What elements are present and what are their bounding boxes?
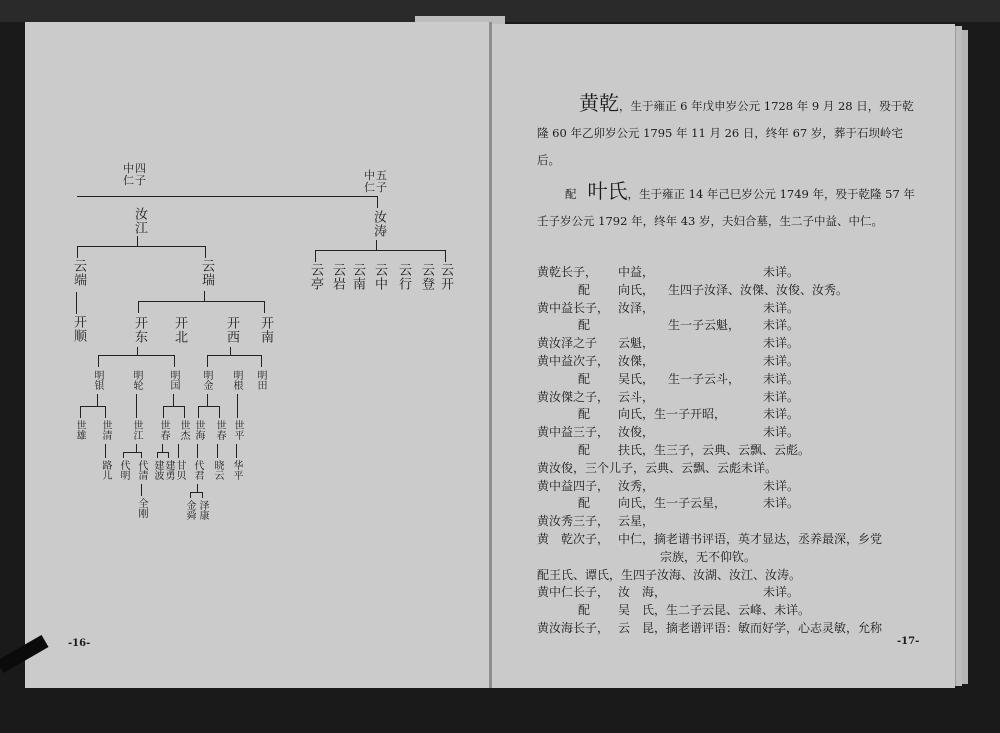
tree-line — [315, 250, 316, 262]
tree-line — [162, 444, 163, 452]
record-cell: 生一子云斗， — [668, 371, 741, 386]
tree-line — [137, 347, 138, 355]
record-cell: 生四子汝泽、汝傑、汝俊、汝秀。 — [668, 282, 849, 297]
node-jian-yong: 建勇 — [163, 460, 174, 480]
record-cell: 黄汝傑之子， — [537, 389, 610, 404]
record-cell: 未详。 — [763, 354, 800, 368]
record-cell: 未详。 — [763, 318, 800, 333]
record-cell: 配 — [578, 371, 591, 386]
page-stack-edge — [955, 26, 962, 686]
tree-line — [376, 240, 377, 250]
record-cell: 扶氏，生三子，云典、云飘、云彪。 — [618, 443, 811, 457]
node-yun-xing: 云行 — [396, 263, 411, 291]
node-kai-shun: 开顺 — [71, 315, 86, 343]
page-stack-edge — [961, 30, 968, 684]
record-cell: 黄乾长子， — [537, 265, 598, 279]
person-name: 黄乾 — [579, 91, 619, 115]
tree-line — [163, 406, 164, 418]
tree-line — [198, 406, 219, 407]
tree-line — [141, 452, 142, 458]
record-cell: 未详。 — [763, 478, 800, 493]
node-kai-xi: 开西 — [224, 316, 239, 344]
record-cell: 黄中益长子， — [537, 300, 610, 315]
tree-line — [138, 301, 139, 313]
record-cell: 向氏， — [618, 282, 655, 297]
paragraph-text: ，生于雍正 6 年戊申岁公元 1728 年 9 月 28 日，殁于乾隆 60 年乙卯岁公元 1795 年 11 月 26 日，终年 67 岁，葬于石坝岭宅后。 — [537, 99, 914, 167]
tree-line — [219, 406, 220, 418]
tree-line — [105, 444, 106, 458]
record-cell: 未详。 — [763, 371, 800, 386]
record-cell: 配 — [578, 443, 591, 457]
tree-line — [97, 394, 98, 406]
node-ming-guo: 明国 — [168, 370, 179, 390]
record-cell: 汝泽， — [618, 300, 655, 315]
node-ming-gen: 明根 — [231, 370, 242, 390]
tree-line — [137, 236, 138, 246]
record-cell: 云 昆，摘老谱评语：敏而好学，心志灵敏，允称 — [618, 621, 883, 635]
node-shi-qing: 世清 — [100, 420, 111, 440]
node-jian-bo: 建波 — [152, 460, 163, 480]
tree-line — [76, 292, 77, 314]
record-cell: 未详。 — [763, 336, 800, 351]
tree-line — [207, 355, 261, 356]
node-ming-yin: 明银 — [92, 370, 103, 390]
tree-line — [98, 355, 99, 367]
tree-line — [138, 301, 264, 302]
tree-line — [190, 492, 202, 493]
node-shi-jiang: 世江 — [131, 420, 142, 440]
tree-line — [197, 444, 198, 458]
tree-line — [141, 484, 142, 496]
node-ming-jin: 明金 — [201, 370, 212, 390]
record-cell: 配 — [578, 603, 591, 618]
record-cell: 未详。 — [763, 407, 800, 422]
node-yun-yan: 云岩 — [330, 263, 345, 291]
tree-line — [190, 492, 191, 498]
record-cell: 云星， — [618, 514, 655, 529]
tree-line — [77, 246, 78, 258]
tree-line — [136, 394, 137, 418]
record-cell: 配 — [578, 318, 591, 333]
tree-line — [98, 355, 174, 356]
tree-line — [80, 406, 105, 407]
record-cell: 中益， — [618, 265, 655, 279]
node-yun-zhong: 云中 — [372, 263, 387, 291]
record-cell: 黄中益三子， — [537, 425, 610, 440]
node-quan-gang: 全刚 — [136, 498, 147, 518]
node-kai-bei: 开北 — [172, 316, 187, 344]
record-cell: 黄汝俊，三个儿子，云典、云飘、云彪未详。 — [537, 460, 778, 475]
tree-line — [261, 355, 262, 367]
node-yun-ting: 云亭 — [308, 263, 323, 291]
tree-line — [217, 444, 218, 458]
record-cell: 未详。 — [763, 425, 800, 440]
record-cell: 中仁，摘老谱书评语，英才显达，丞养最深，乡党 — [618, 532, 883, 546]
tree-line — [77, 246, 205, 247]
record-cell: 生一子云魁， — [668, 318, 741, 333]
record-cell: 吴氏， — [618, 371, 655, 386]
record-cell: 向氏，生一子开昭， — [618, 407, 727, 422]
record-cell: 未详。 — [763, 585, 800, 600]
record-cell: 汝 海， — [618, 585, 667, 600]
node-kai-dong: 开东 — [132, 316, 147, 344]
record-cell: 黄中益四子， — [537, 478, 610, 493]
tree-line — [80, 406, 81, 418]
node-yun-duan: 云端 — [71, 259, 86, 287]
node-ze-kang: 泽康 — [197, 500, 208, 520]
node-gan-bei: 甘贝 — [174, 460, 185, 480]
record-cell: 黄 乾次子， — [537, 532, 610, 546]
gen-label-right: 中五仁子 — [364, 169, 388, 194]
node-hua-ping: 华平 — [231, 460, 242, 480]
tree-line — [264, 301, 265, 313]
node-lu-er: 路儿 — [100, 460, 111, 480]
tree-line — [207, 355, 208, 367]
tree-line — [157, 452, 158, 458]
node-shi-chun-2: 世春 — [214, 420, 225, 440]
record-cell: 黄汝海长子， — [537, 621, 610, 635]
record-cell: 云斗， — [618, 389, 655, 404]
node-ru-tao: 汝涛 — [371, 210, 386, 238]
tree-line — [315, 250, 445, 251]
tree-line — [173, 394, 174, 406]
tree-line — [174, 355, 175, 367]
record-cell: 黄汝泽之子 — [537, 336, 598, 351]
tree-line — [197, 484, 198, 492]
tree-line — [445, 250, 446, 262]
record-cell: 配 — [578, 496, 591, 511]
person-name: 叶氏 — [587, 179, 628, 203]
node-shi-ping: 世平 — [232, 420, 243, 440]
record-cell: 汝秀， — [618, 478, 655, 493]
node-ru-jiang: 汝江 — [132, 207, 147, 235]
tree-line — [202, 492, 203, 498]
spouse-prefix: 配 — [565, 187, 577, 201]
node-shi-hai: 世海 — [193, 420, 204, 440]
record-cell: 配 — [578, 282, 591, 297]
tree-line — [105, 406, 106, 418]
tree-line — [77, 196, 377, 197]
record-cell: 汝傑， — [618, 354, 655, 368]
record-cell: 汝俊， — [618, 425, 655, 440]
node-dai-qing: 代清 — [136, 460, 147, 480]
tree-line — [230, 347, 231, 355]
record-cell: 配王氏、谭氏，生四子汝海、汝湖、汝江、汝涛。 — [537, 567, 802, 582]
tree-line — [204, 291, 205, 301]
node-shi-jie: 世杰 — [178, 420, 189, 440]
record-cell: 云魁， — [618, 336, 655, 351]
node-dai-ming: 代明 — [118, 460, 129, 480]
page-number-left: -16- — [68, 638, 91, 649]
gen-label-left: 中四仁子 — [123, 162, 147, 187]
node-jin-shun: 金舜 — [184, 500, 195, 520]
node-yun-kai: 云开 — [438, 263, 453, 291]
node-yun-rui: 云瑞 — [199, 259, 214, 287]
node-ming-tian: 明田 — [255, 370, 266, 390]
node-yun-nan: 云南 — [350, 263, 365, 291]
record-cell: 未详。 — [763, 389, 800, 404]
record-cell: 配 — [578, 407, 591, 422]
record-cell: 吴 氏，生二子云昆、云峰、未详。 — [618, 603, 811, 618]
record-cell: 黄中益次子， — [537, 354, 610, 368]
tree-line — [168, 452, 169, 458]
tree-line — [178, 444, 179, 458]
node-shi-chun: 世春 — [158, 420, 169, 440]
tree-line — [123, 452, 141, 453]
tree-line — [123, 452, 124, 458]
tree-line — [157, 452, 168, 453]
tree-line — [163, 406, 184, 407]
tree-line — [198, 406, 199, 418]
record-cell: 未详。 — [763, 496, 800, 511]
tree-line — [136, 444, 137, 452]
page-number-right: -17- — [897, 636, 920, 647]
record-cell: 未详。 — [763, 300, 800, 315]
record-cell: 未详。 — [763, 265, 800, 279]
paragraph-huang-qian — [537, 90, 917, 174]
node-ming-lun: 明轮 — [131, 370, 142, 390]
record-cell: 向氏，生一子云星， — [618, 496, 727, 511]
tree-line — [377, 196, 378, 208]
paragraph-ye-shi — [537, 178, 917, 235]
record-cell: 黄汝秀三子， — [537, 514, 610, 529]
node-xiao-yun: 晓云 — [212, 460, 223, 480]
node-shi-xiong: 世雄 — [74, 420, 85, 440]
node-kai-nan: 开南 — [258, 316, 273, 344]
tree-line — [184, 406, 185, 418]
tree-line — [207, 394, 208, 406]
record-cell: 黄中仁长子， — [537, 585, 610, 600]
tree-line — [236, 444, 237, 458]
tree-line — [205, 246, 206, 258]
paragraph-text: ，生于雍正 14 年己巳岁公元 1749 年，殁于乾隆 57 年壬子岁公元 1792 年，终年 43 岁，夫妇合墓，生二子中益、中仁。 — [537, 187, 915, 228]
record-cell: 宗族，无不仰钦。 — [660, 549, 757, 564]
node-yun-deng: 云登 — [419, 263, 434, 291]
tree-line — [237, 394, 238, 418]
node-dai-jun: 代君 — [192, 460, 203, 480]
